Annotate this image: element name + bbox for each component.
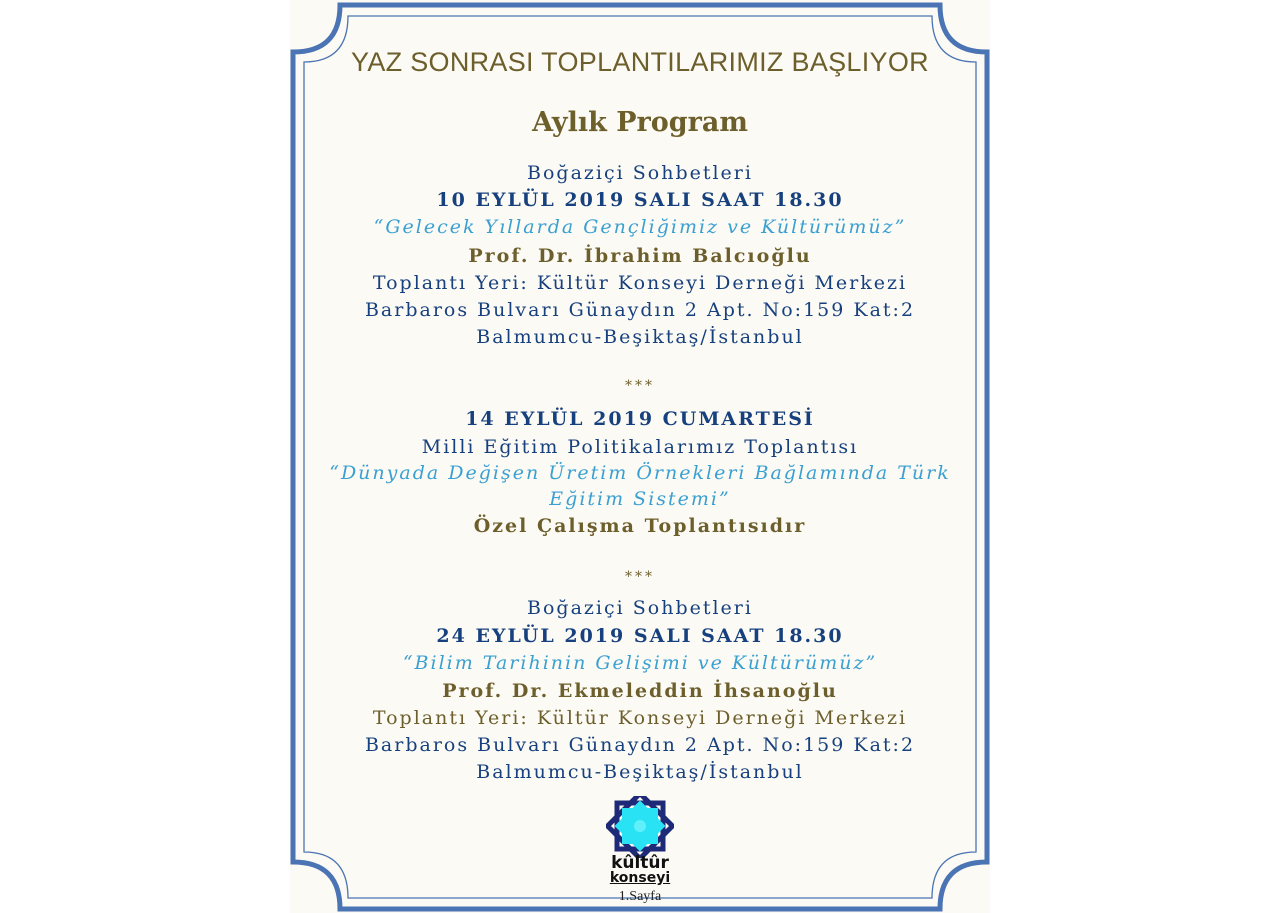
event1-topic: “Gelecek Yıllarda Gençliğimiz ve Kültürümüz” [373,216,907,238]
event2-date: 14 EYLÜL 2019 CUMARTESİ [465,408,815,430]
event3-address-line1: Barbaros Bulvarı Günaydın 2 Apt. No:159 Kat:2 [364,734,916,756]
event2-note: Özel Çalışma Toplantısıdır [473,515,807,537]
event3-address-line2: Balmumcu-Beşiktaş/İstanbul [476,761,804,783]
program-subtitle: Aylık Program [532,107,748,138]
event3-topic: “Bilim Tarihinin Gelişimi ve Kültürümüz” [402,652,878,674]
page-title: YAZ SONRASI TOPLANTILARIMIZ BAŞLIYOR [351,47,929,77]
separator-1: *** [625,378,655,394]
event3-date: 24 EYLÜL 2019 SALI SAAT 18.30 [436,625,844,647]
event3-series: Boğaziçi Sohbetleri [527,597,753,619]
event1-address-line2: Balmumcu-Beşiktaş/İstanbul [476,326,804,348]
logo-word-konseyi: konseyi [609,870,671,886]
event3-speaker: Prof. Dr. Ekmeleddin İhsanoğlu [442,680,838,702]
event1-address-line1: Barbaros Bulvarı Günaydın 2 Apt. No:159 Kat:2 [364,299,916,321]
logo-word-kultur: kûltûr [611,853,669,873]
event1-date: 10 EYLÜL 2019 SALI SAAT 18.30 [436,189,844,211]
program-content [290,0,990,913]
event1-venue: Toplantı Yeri: Kültür Konseyi Derneği Merkezi [372,272,908,294]
event2-topic-line1: “Dünyada Değişen Üretim Örnekleri Bağlamında Türk [329,462,951,484]
event2-name: Milli Eğitim Politikalarımız Toplantısı [421,436,859,458]
event2-topic-line2: Eğitim Sistemi” [549,488,731,510]
page-number-label: 1.Sayfa [618,889,662,904]
event1-speaker: Prof. Dr. İbrahim Balcıoğlu [468,245,812,267]
invitation-page [290,0,990,913]
separator-2: *** [625,569,655,585]
event1-series: Boğaziçi Sohbetleri [527,162,753,184]
star-octagon-logo-icon [606,796,674,858]
event3-venue: Toplantı Yeri: Kültür Konseyi Derneği Merkezi [372,707,908,729]
